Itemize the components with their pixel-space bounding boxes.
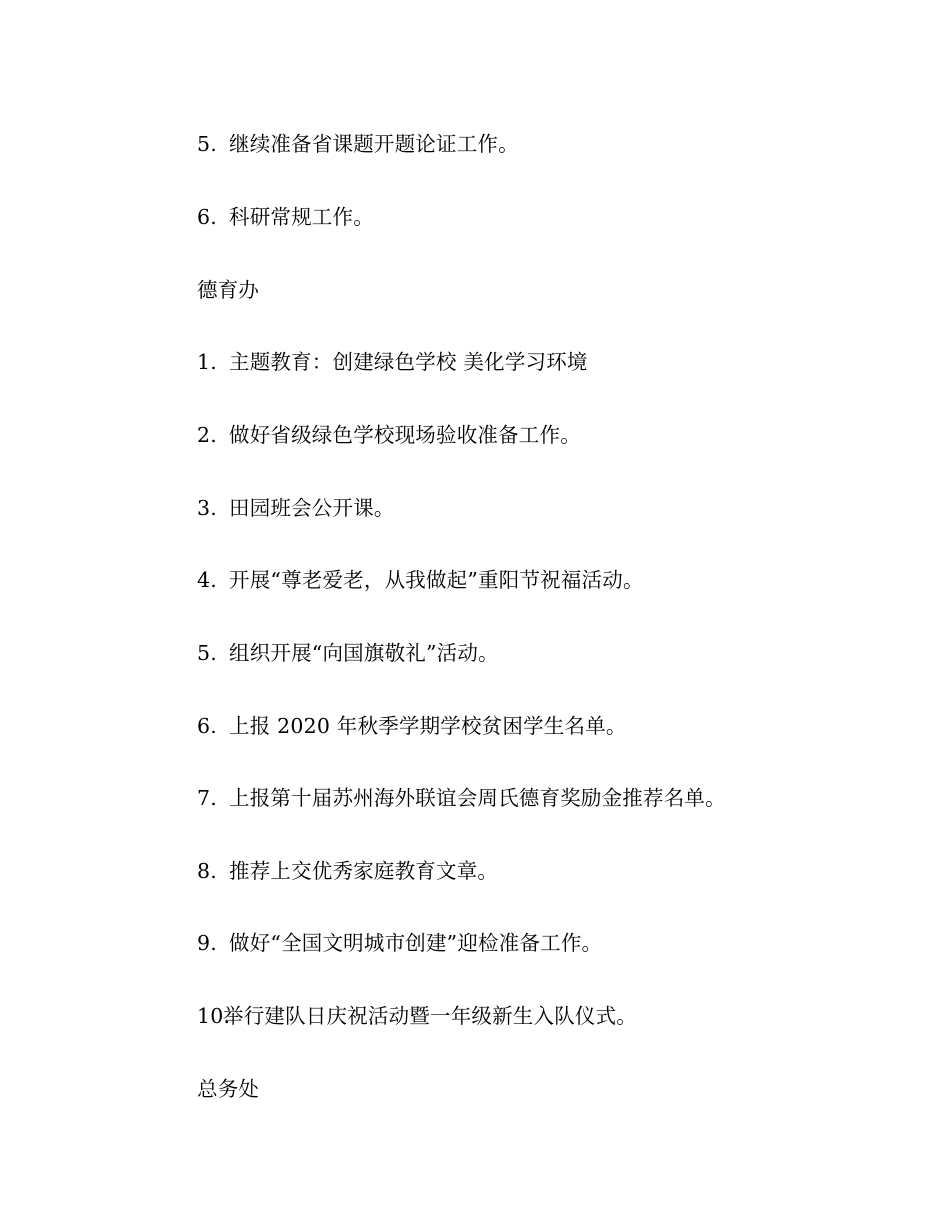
item-number: 2. (197, 423, 217, 447)
section-heading (197, 277, 259, 303)
item-number: 6. (197, 205, 217, 229)
list-item (197, 713, 627, 739)
list-item (197, 204, 374, 230)
item-text: 做好省级绿色学校现场验收准备工作。 (229, 423, 581, 447)
list-item (197, 930, 602, 956)
item-number: 5. (197, 641, 217, 665)
item-text: 主题教育：创建绿色学校 美化学习环境 (229, 350, 588, 374)
section-heading-text: 总务处 (197, 1077, 260, 1101)
item-number: 3. (197, 496, 217, 520)
item-text: 科研常规工作。 (229, 205, 374, 229)
item-number: 7. (197, 786, 217, 810)
list-item (197, 131, 519, 157)
list-item (197, 785, 726, 811)
item-number: 9. (197, 931, 217, 955)
list-item (197, 567, 644, 593)
item-number: 10. (197, 1004, 231, 1028)
list-item (197, 1003, 637, 1029)
item-number: 8. (197, 859, 217, 883)
item-text: 举行建队日庆祝活动暨一年级新生入队仪式。 (223, 1004, 637, 1028)
item-number: 4. (197, 568, 217, 592)
item-number: 1. (197, 350, 217, 374)
list-item (197, 640, 499, 666)
list-item (197, 422, 581, 448)
item-number: 5. (197, 132, 217, 156)
section-heading-text: 德育办 (197, 278, 260, 302)
item-text: 上报第十届苏州海外联谊会周氏德育奖励金推荐名单。 (229, 786, 726, 810)
item-text: 开展“尊老爱老，从我做起”重阳节祝福活动。 (229, 568, 644, 592)
item-text: 上报 2020 年秋季学期学校贫困学生名单。 (229, 714, 627, 738)
item-text: 推荐上交优秀家庭教育文章。 (229, 859, 499, 883)
item-number: 6. (197, 714, 217, 738)
list-item (197, 495, 395, 521)
item-text: 组织开展“向国旗敬礼”活动。 (229, 641, 499, 665)
item-text: 继续准备省课题开题论证工作。 (229, 132, 519, 156)
list-item (197, 858, 498, 884)
list-item (197, 349, 588, 375)
item-text: 田园班会公开课。 (229, 496, 395, 520)
item-text: 做好“全国文明城市创建”迎检准备工作。 (229, 931, 603, 955)
section-heading (197, 1076, 259, 1102)
